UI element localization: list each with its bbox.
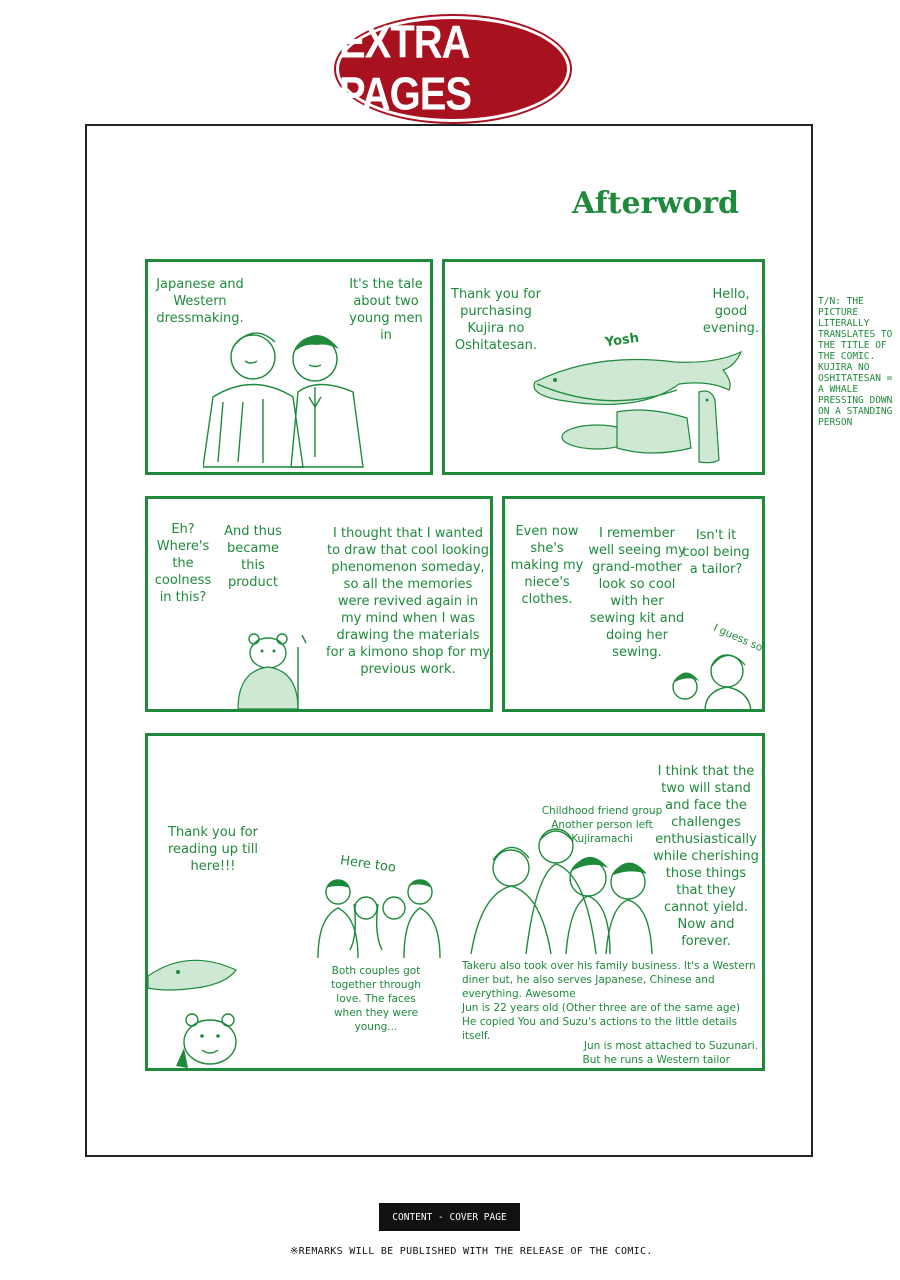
two-couples-illustration bbox=[308, 874, 448, 959]
panel-3 bbox=[145, 496, 493, 712]
afterword-title: Afterword bbox=[572, 186, 740, 221]
translator-note: T/N: THE PICTURE LITERALLY TRANSLATES TO THE TITLE OF THE COMIC. KUJIRA NO OSHITATESAN = A WHALE PRESSING DOWN ON A STANDING PERSON bbox=[818, 296, 893, 428]
panel-3-text-b: And thus became this product bbox=[224, 524, 282, 590]
extra-pages-badge bbox=[336, 16, 570, 122]
panel-4-aside: I guess so bbox=[711, 621, 765, 655]
panel-4-text-a: Even now she's making my niece's clothes. bbox=[510, 524, 584, 607]
panel-5-thanks: Thank you for reading up till here!!! bbox=[167, 825, 259, 874]
childhood-line-2: Another person left bbox=[551, 819, 653, 831]
panel-1-left-text: Japanese and Western dressmaking. bbox=[156, 277, 244, 326]
panel-1 bbox=[145, 259, 433, 475]
panel-2-left-text: Thank you for purchasing Kujira no Oshitatesan. bbox=[451, 287, 541, 353]
release-remark: ※REMARKS WILL BE PUBLISHED WITH THE RELEASE OF THE COMIC. bbox=[290, 1246, 653, 1257]
panel-3-text-a: Eh? Where's the coolness in this? bbox=[154, 522, 212, 605]
two-men-illustration bbox=[203, 317, 373, 472]
panel-2 bbox=[442, 259, 765, 475]
childhood-line-3: Kujiramachi bbox=[571, 833, 633, 845]
panel-5-copied: He copied You and Suzu's actions to the little details itself. bbox=[462, 1016, 737, 1042]
badge-label: EXTRA PAGES bbox=[339, 17, 472, 120]
panel-4 bbox=[502, 496, 765, 712]
childhood-line-1: Childhood friend group bbox=[541, 805, 663, 817]
panel-4-text-b: I remember well seeing my grand-mother look so cool with her sewing kit and doing her sewing. bbox=[588, 526, 686, 660]
content-cover-label: CONTENT - COVER PAGE bbox=[379, 1203, 520, 1231]
bear-with-kimono-illustration bbox=[228, 627, 323, 712]
panel-2-sfx: Yosh bbox=[604, 330, 640, 351]
panel-4-text-c: Isn't it cool being a tailor? bbox=[682, 528, 750, 577]
panel-5-jun-age: Jun is 22 years old (Other three are of the same age) bbox=[462, 1002, 741, 1014]
panel-5-western-tailor: But he runs a Western tailor bbox=[582, 1054, 730, 1066]
panel-5-here-too: Here too bbox=[339, 853, 397, 876]
panel-5-jun-attached: Jun is most attached to Suzunari. bbox=[583, 1040, 758, 1052]
panel-1-right-text: It's the tale about two young men in bbox=[349, 277, 423, 343]
panel-2-right-text: Hello, good evening. bbox=[702, 287, 760, 336]
childhood-friends-illustration bbox=[466, 816, 656, 954]
panel-5-takeru: Takeru also took over his family business. It's a Western diner but, he also serves Japanese, Chinese and everything. Awesome bbox=[462, 960, 756, 1000]
tailor-characters-illustration bbox=[665, 649, 765, 711]
panel-5-closing: I think that the two will stand and face the challenges enthusiastically while cherishing those things that they cannot yield. Now and forever. bbox=[653, 764, 759, 949]
panel-5-couples: Both couples got together through love. The faces when they were young... bbox=[331, 965, 421, 1033]
panel-5 bbox=[145, 733, 765, 1071]
panel-3-text-c: I thought that I wanted to draw that cool looking phenomenon someday, so all the memories were revived again in my mind when I was drawing the materials for a kimono shop for my previous work. bbox=[326, 526, 490, 677]
whale-and-bear-illustration bbox=[148, 946, 248, 1072]
whale-illustration bbox=[527, 332, 762, 472]
